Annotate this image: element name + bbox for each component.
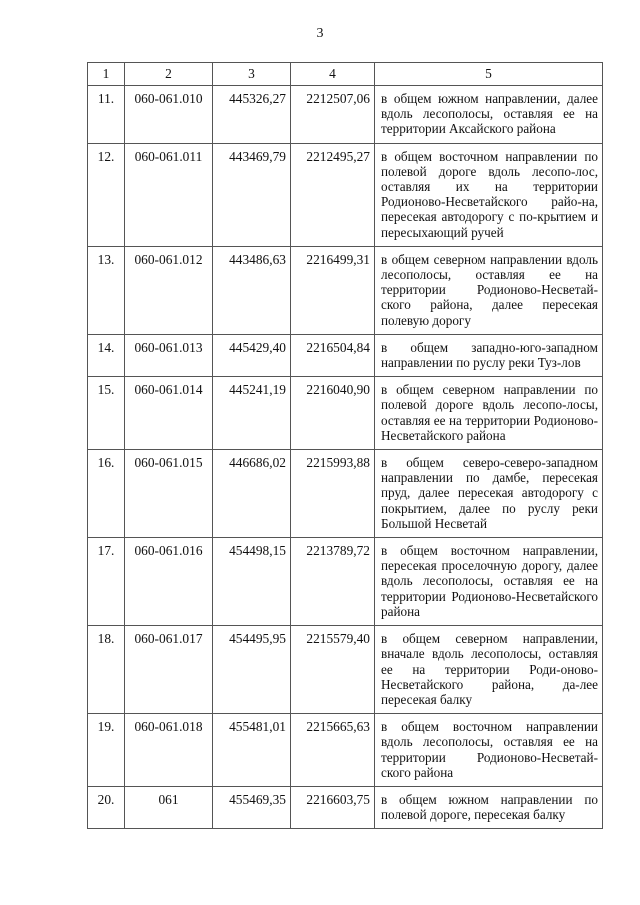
table-row — [88, 714, 603, 787]
row-number: 14. — [88, 334, 125, 376]
point-code: 060-061.013 — [125, 334, 213, 376]
header-cell: 5 — [375, 63, 603, 86]
table-row — [88, 786, 603, 828]
coordinate-x: 443469,79 — [213, 143, 291, 246]
coordinate-x: 443486,63 — [213, 246, 291, 334]
header-cell: 3 — [213, 63, 291, 86]
coordinate-y: 2215993,88 — [291, 450, 375, 538]
coordinate-x: 445429,40 — [213, 334, 291, 376]
boundary-points-table — [87, 62, 603, 829]
table-row — [88, 86, 603, 144]
boundary-description: в общем южном направлении по полевой дороге, пересекая балку — [375, 786, 603, 828]
boundary-description: в общем северо-северо-западном направлении по дамбе, пересекая пруд, далее пересекая автодорогу с покрытием, далее по руслу реки Большой Несветай — [375, 450, 603, 538]
row-number: 19. — [88, 714, 125, 787]
table-row — [88, 538, 603, 626]
boundary-description: в общем северном направлении, вначале вдоль лесополосы, оставляя ее на территории Роди-оново-Несветайского района, да-лее пересекая балку — [375, 626, 603, 714]
point-code: 060-061.017 — [125, 626, 213, 714]
coordinate-y: 2212495,27 — [291, 143, 375, 246]
row-number: 16. — [88, 450, 125, 538]
point-code: 060-061.010 — [125, 86, 213, 144]
point-code: 060-061.012 — [125, 246, 213, 334]
boundary-description: в общем южном направлении, далее вдоль лесополосы, оставляя ее на территории Аксайского района — [375, 86, 603, 144]
table-header-row — [88, 63, 603, 86]
row-number: 18. — [88, 626, 125, 714]
boundary-description: в общем северном направлении вдоль лесополосы, оставляя ее на территории Родионово-Несветай-ского района, далее пересекая полевую дорогу — [375, 246, 603, 334]
coordinate-x: 445241,19 — [213, 377, 291, 450]
page-number: 3 — [316, 26, 324, 41]
row-number: 20. — [88, 786, 125, 828]
coordinate-y: 2216504,84 — [291, 334, 375, 376]
point-code: 060-061.014 — [125, 377, 213, 450]
point-code: 060-061.016 — [125, 538, 213, 626]
coordinate-y: 2216040,90 — [291, 377, 375, 450]
header-cell: 1 — [88, 63, 125, 86]
boundary-description: в общем северном направлении по полевой дороге вдоль лесопо-лосы, оставляя ее на территории Родионово-Несветайского района — [375, 377, 603, 450]
coordinate-y: 2216603,75 — [291, 786, 375, 828]
boundary-description: в общем западно-юго-западном направлении по руслу реки Туз-лов — [375, 334, 603, 376]
table-row — [88, 450, 603, 538]
coordinate-x: 455481,01 — [213, 714, 291, 787]
header-cell: 4 — [291, 63, 375, 86]
boundary-description: в общем восточном направлении, пересекая проселочную дорогу, далее вдоль лесополосы, оставляя ее на территории Родионово-Несветайского района — [375, 538, 603, 626]
coordinate-x: 454495,95 — [213, 626, 291, 714]
row-number: 17. — [88, 538, 125, 626]
boundary-description: в общем восточном направлении вдоль лесополосы, оставляя ее на территории Родионово-Несветай-ского района — [375, 714, 603, 787]
table-row — [88, 377, 603, 450]
point-code: 060-061.015 — [125, 450, 213, 538]
coordinate-x: 454498,15 — [213, 538, 291, 626]
row-number: 15. — [88, 377, 125, 450]
point-code: 061 — [125, 786, 213, 828]
row-number: 13. — [88, 246, 125, 334]
coordinate-x: 446686,02 — [213, 450, 291, 538]
coordinate-x: 455469,35 — [213, 786, 291, 828]
point-code: 060-061.018 — [125, 714, 213, 787]
row-number: 12. — [88, 143, 125, 246]
coordinate-x: 445326,27 — [213, 86, 291, 144]
coordinate-y: 2215665,63 — [291, 714, 375, 787]
table-body — [88, 86, 603, 829]
table-row — [88, 143, 603, 246]
boundary-description: в общем восточном направлении по полевой дороге вдоль лесопо-лос, оставляя их на территории Родионово-Несветайского райо-на, пересекая автодорогу с по-крытием и пересыхающий ручей — [375, 143, 603, 246]
coordinate-y: 2212507,06 — [291, 86, 375, 144]
coordinate-y: 2213789,72 — [291, 538, 375, 626]
row-number: 11. — [88, 86, 125, 144]
coordinate-y: 2216499,31 — [291, 246, 375, 334]
coordinate-y: 2215579,40 — [291, 626, 375, 714]
header-cell: 2 — [125, 63, 213, 86]
table-row — [88, 334, 603, 376]
table-row — [88, 626, 603, 714]
point-code: 060-061.011 — [125, 143, 213, 246]
table-row — [88, 246, 603, 334]
